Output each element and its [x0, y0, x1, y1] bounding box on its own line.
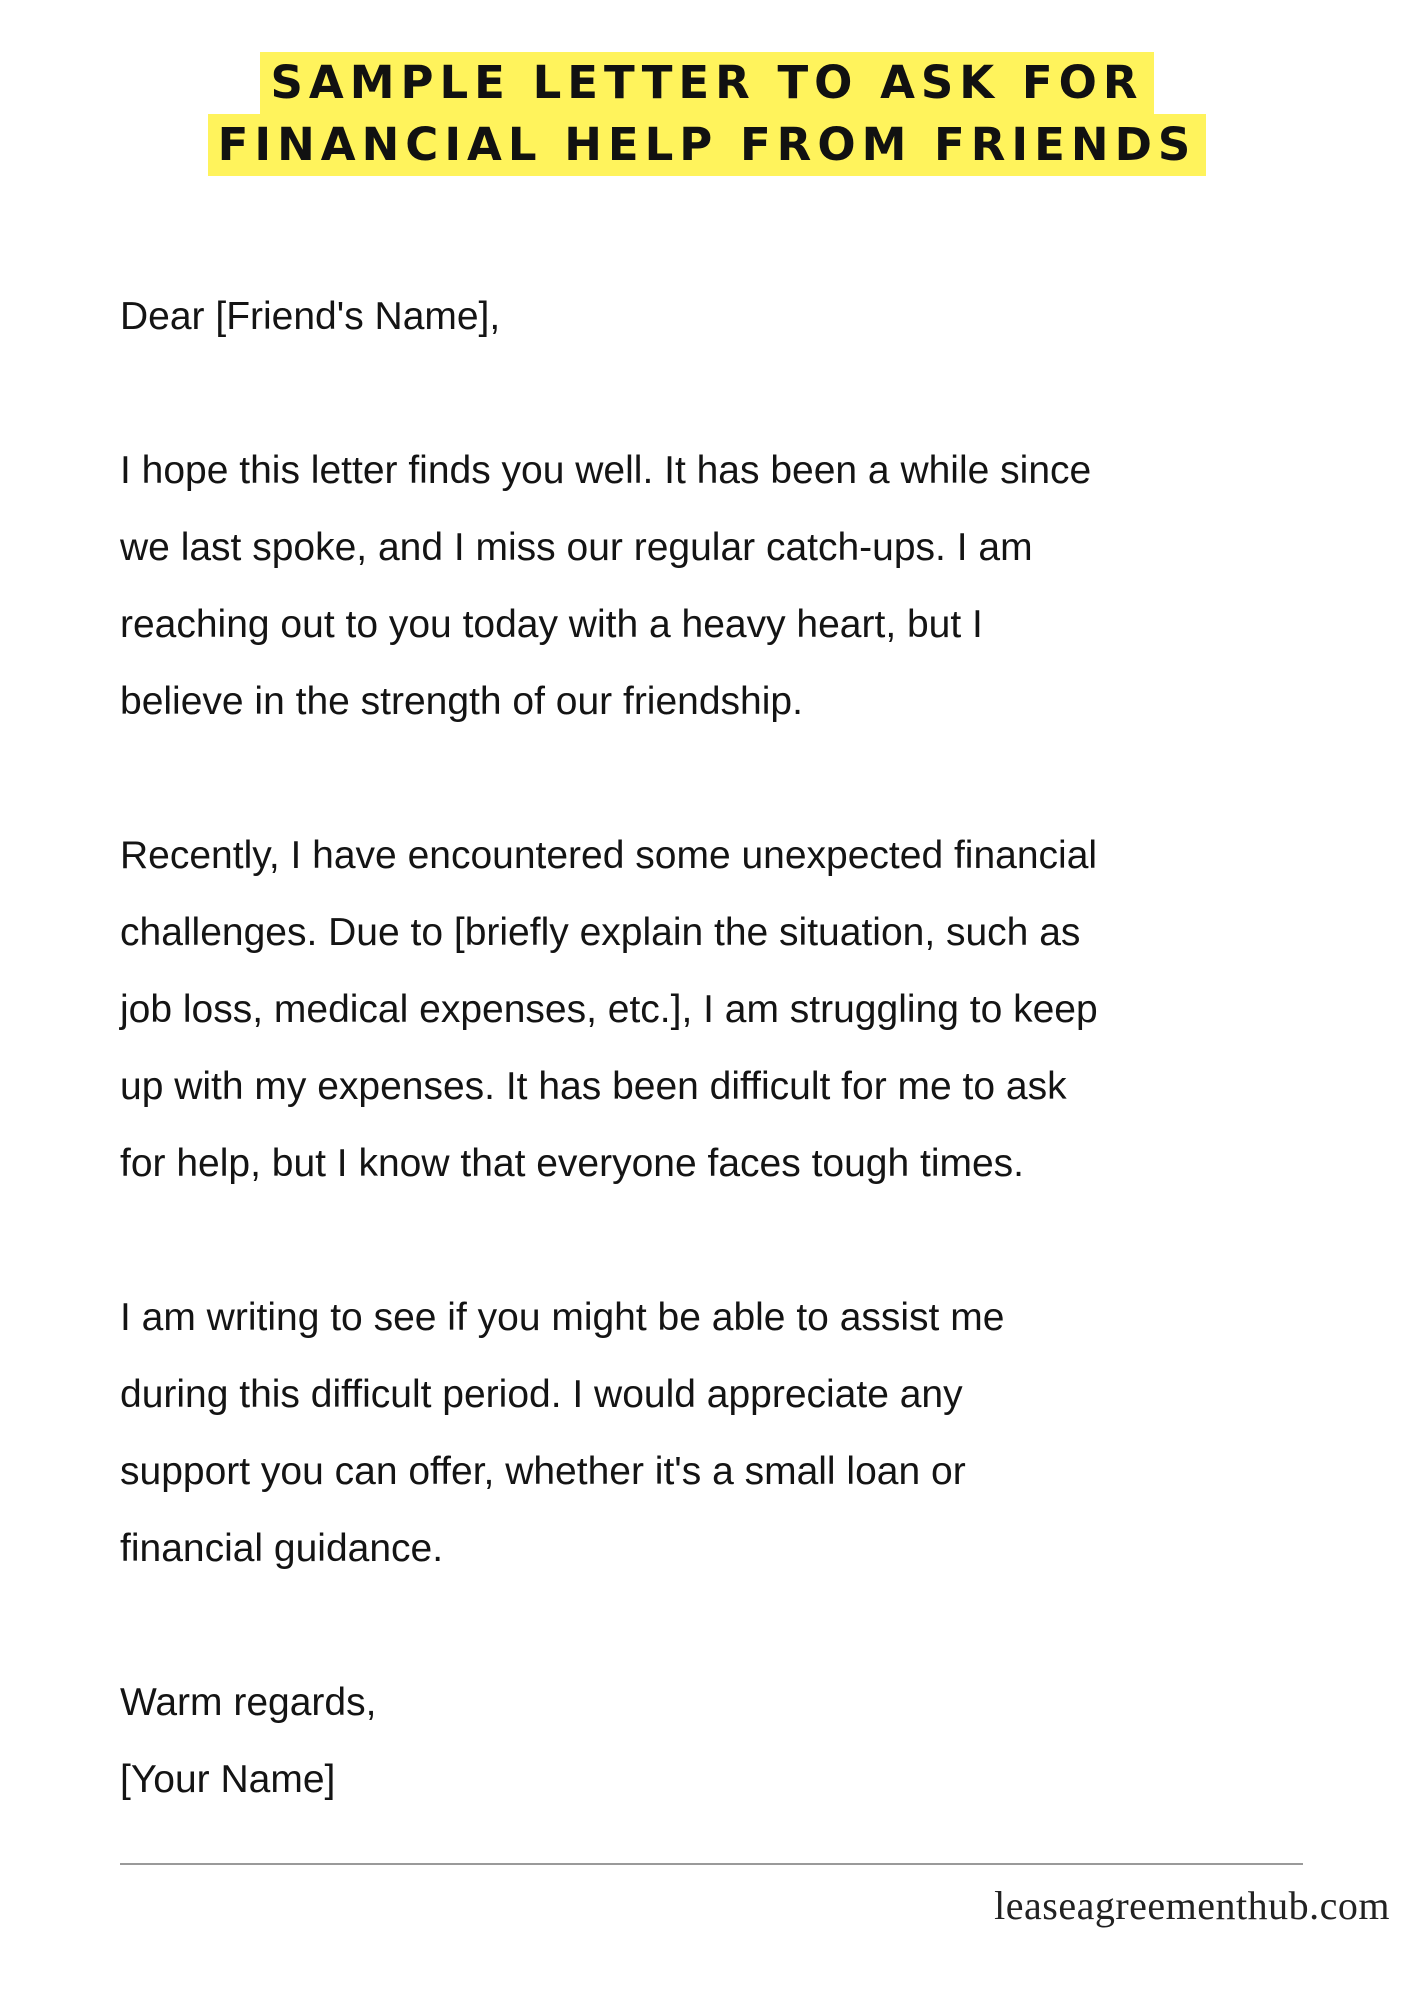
- signature: [Your Name]: [120, 1758, 336, 1801]
- paragraph-1: [120, 432, 1340, 740]
- paragraph-line: for help, but I know that everyone faces tough times.: [120, 1142, 1025, 1185]
- title-line-1: SAMPLE LETTER TO ASK FOR: [260, 52, 1153, 114]
- paragraph-line: Recently, I have encountered some unexpected financial: [120, 834, 1098, 877]
- paragraph-line: we last spoke, and I miss our regular catch-ups. I am: [120, 526, 1033, 569]
- spacer: [120, 1587, 1340, 1664]
- closing: Warm regards,: [120, 1681, 377, 1724]
- paragraph-line: I hope this letter finds you well. It has been a while since: [120, 449, 1092, 492]
- paragraph-line: up with my expenses. It has been difficult for me to ask: [120, 1065, 1067, 1108]
- paragraph-line: financial guidance.: [120, 1527, 444, 1570]
- footer-divider: [120, 1863, 1303, 1865]
- spacer: [120, 740, 1340, 817]
- paragraph-line: reaching out to you today with a heavy heart, but I: [120, 603, 983, 646]
- title-line-2: FINANCIAL HELP FROM FRIENDS: [208, 114, 1207, 176]
- spacer: [120, 355, 1340, 432]
- website-credit: leaseagreementhub.com: [994, 1883, 1390, 1928]
- spacer: [120, 1202, 1340, 1279]
- paragraph-line: during this difficult period. I would appreciate any: [120, 1373, 963, 1416]
- paragraph-line: I am writing to see if you might be able to assist me: [120, 1296, 1005, 1339]
- paragraph-2: [120, 817, 1340, 1202]
- letter-body: [120, 278, 1340, 1818]
- paragraph-line: challenges. Due to [briefly explain the situation, such as: [120, 911, 1081, 954]
- paragraph-line: believe in the strength of our friendship.: [120, 680, 803, 723]
- letter-title: [0, 52, 1414, 176]
- paragraph-line: job loss, medical expenses, etc.], I am struggling to keep: [120, 988, 1098, 1031]
- paragraph-3: [120, 1279, 1340, 1587]
- salutation: Dear [Friend's Name],: [120, 295, 501, 338]
- paragraph-line: support you can offer, whether it's a small loan or: [120, 1450, 966, 1493]
